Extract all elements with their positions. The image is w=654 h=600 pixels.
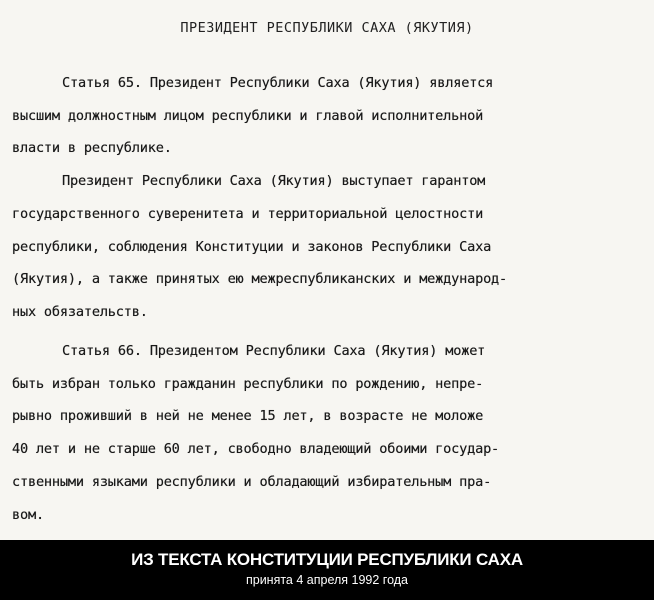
article-66-line-6: вом. (12, 507, 44, 523)
article-66-line-5: ственными языками республики и обладающий избирательным пра- (12, 474, 492, 490)
caption-subtitle: принята 4 апреля 1992 года (245, 573, 409, 587)
article-65-line-4: Президент Республики Саха (Якутия) выступает гарантом (62, 173, 486, 189)
document-title: ПРЕЗИДЕНТ РЕСПУБЛИКИ САХА (ЯКУТИЯ) (180, 20, 474, 36)
article-65-line-8: ных обязательств. (12, 304, 148, 320)
caption-bar (0, 540, 654, 600)
article-66-line-2: быть избран только гражданин республики по рождению, непре- (12, 376, 484, 392)
article-65-line-1: Статья 65. Президент Республики Саха (Якутия) является (62, 75, 494, 91)
article-66-line-3: рывно проживший в ней не менее 15 лет, в возрасте не моложе (12, 408, 484, 424)
article-66-line-1: Статья 66. Президентом Республики Саха (Якутия) может (62, 343, 486, 359)
article-65-line-2: высшим должностным лицом республики и главой исполнительной (12, 108, 484, 124)
article-66-line-4: 40 лет и не старше 60 лет, свободно владеющий обоими государ- (12, 441, 500, 457)
caption-title: ИЗ ТЕКСТА КОНСТИТУЦИИ РЕСПУБЛИКИ САХА (131, 550, 523, 569)
article-65-line-5: государственного суверенитета и территориальной целостности (12, 206, 484, 222)
article-65-line-3: власти в республике. (12, 140, 172, 156)
article-65-line-7: (Якутия), а также принятых ею межреспубликанских и международ- (12, 271, 508, 287)
article-65-line-6: республики, соблюдения Конституции и законов Республики Саха (12, 239, 492, 255)
